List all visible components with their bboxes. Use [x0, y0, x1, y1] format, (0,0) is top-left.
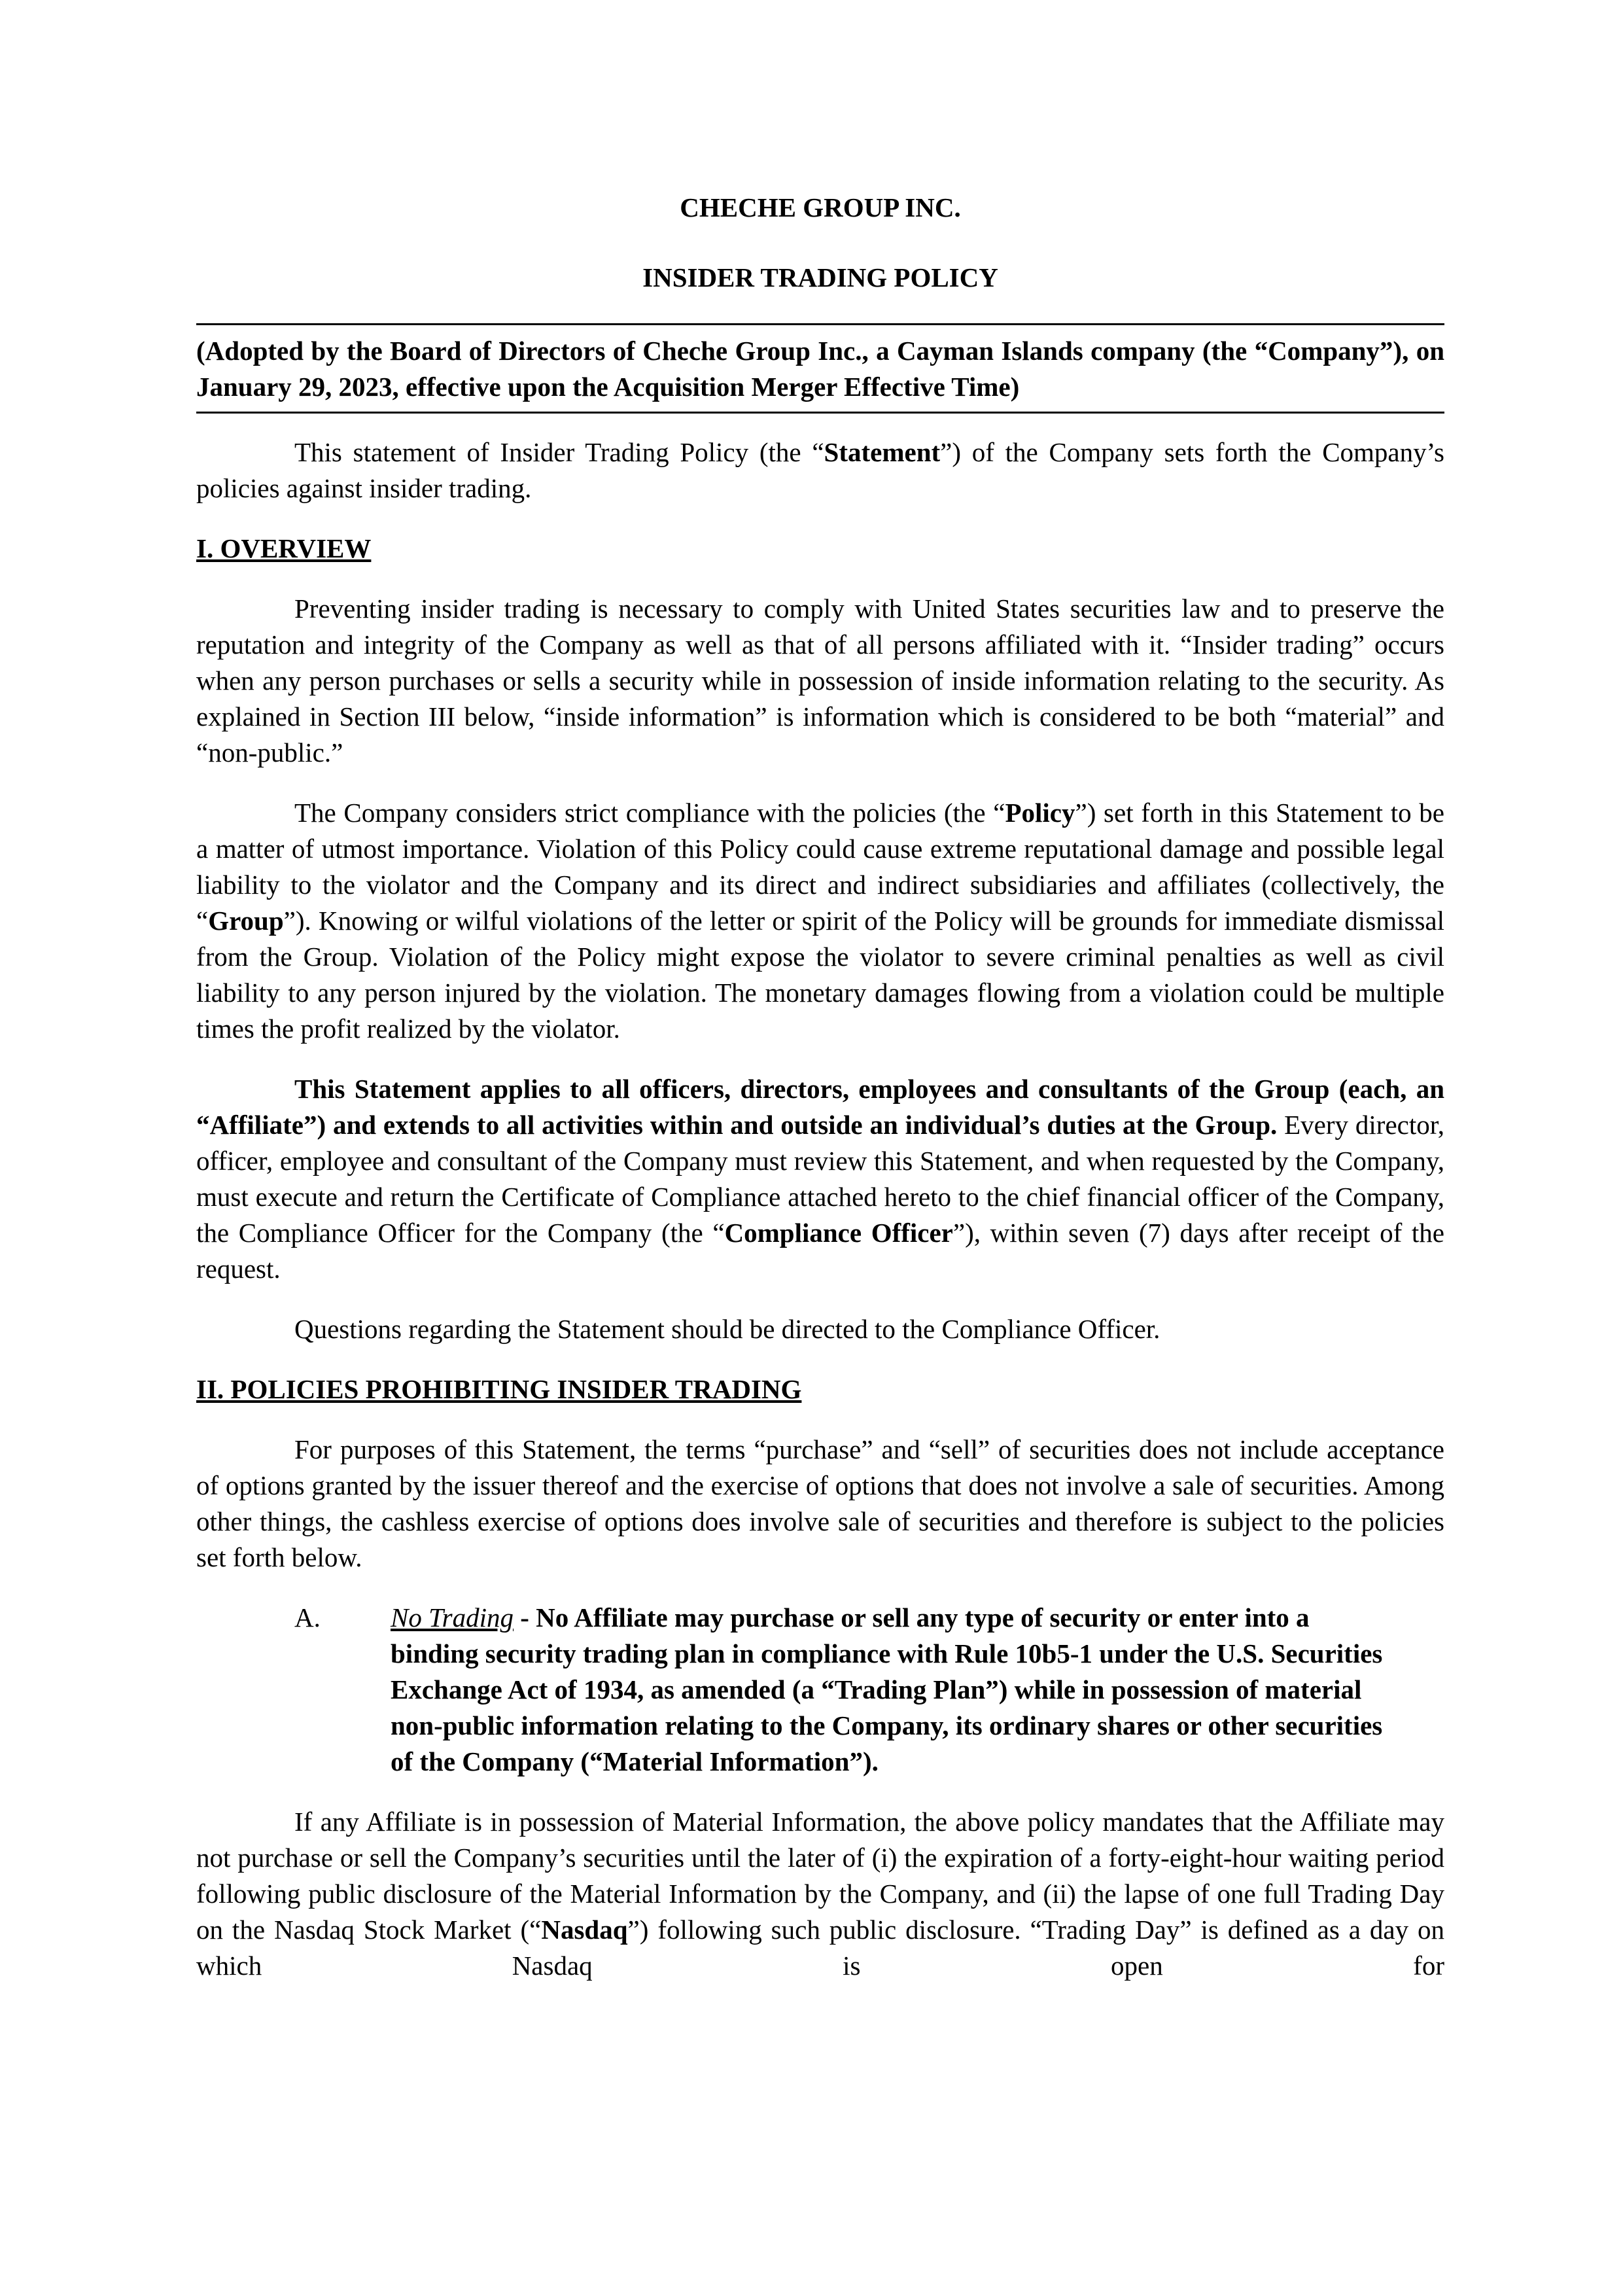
item-title: No Trading [391, 1602, 514, 1633]
company-name: CHECHE GROUP INC. [680, 192, 961, 222]
overview-paragraph-4: Questions regarding the Statement should be directed to the Compliance Officer. [294, 1314, 1161, 1344]
overview-paragraph-2: The Company considers strict compliance with the policies (the “Policy”) set forth in this Statement to be a matter of utmost importance. Violation of this Policy could cause extreme reputational damage and possible legal liability to the violator and the Company and its direct and indirect subsidiaries and affiliates (collectively, the “Group”). Knowing or wilful violations of the letter or spirit of the Policy will be grounds for immediate dismissal from the Group. Violation of the Policy might expose the violator to severe criminal penalties as well as civil liability to any person injured by the violation. The monetary damages flowing from a violation could be multiple times the profit realized by the violator. [196, 798, 1444, 1044]
adoption-note: (Adopted by the Board of Directors of Cheche Group Inc., a Cayman Islands company (the “Company”), on January 29, 2023, effective upon the Acquisition Merger Effective Time) [196, 336, 1444, 402]
section-overview-heading: I. OVERVIEW [196, 533, 372, 563]
intro-paragraph: This statement of Insider Trading Policy (the “Statement”) of the Company sets forth the Company’s policies against insider trading. [196, 437, 1444, 503]
policies-paragraph-1: For purposes of this Statement, the terms “purchase” and “sell” of securities does not include acceptance of options granted by the issuer thereof and the exercise of options that does not involve a sale of securities. Among other things, the cashless exercise of options does involve sale of securities and therefore is subject to the policies set forth below. [196, 1434, 1444, 1572]
section-policies-heading: II. POLICIES PROHIBITING INSIDER TRADING [196, 1374, 802, 1404]
policies-paragraph-2: If any Affiliate is in possession of Material Information, the above policy mandates that the Affiliate may not purchase or sell the Company’s securities until the later of (i) the expiration of a forty-eight-hour waiting period following public disclosure of the Material Information by the Company, and (ii) the lapse of one full Trading Day on the Nasdaq Stock Market (“Nasdaq”) following such public disclosure. “Trading Day” is defined as a day on which Nasdaq is open for [196, 1807, 1445, 1981]
document-page [196, 190, 1444, 1984]
item-body: No Trading - No Affiliate may purchase or sell any type of security or enter into a binding security trading plan in compliance with Rule 10b5-1 under the U.S. Securities Exchange Act of 1934, as amended (a “Trading Plan”) while in possession of material non-public information relating to the Company, its ordinary shares or other securities of the Company (“Material Information”). [391, 1602, 1383, 1776]
overview-paragraph-1: Preventing insider trading is necessary to comply with United States securities law and to preserve the reputation and integrity of the Company as well as that of all persons affiliated with it. “Insider trading” occurs when any person purchases or sells a security while in possession of inside information relating to the security. As explained in Section III below, “inside information” is information which is considered to be both “material” and “non-public.” [196, 593, 1444, 768]
document-title: INSIDER TRADING POLICY [642, 262, 998, 292]
top-rule [196, 323, 1444, 325]
policy-item-a [294, 1600, 1444, 1780]
bottom-rule [196, 412, 1444, 414]
item-label: A. [294, 1602, 321, 1633]
overview-paragraph-3: This Statement applies to all officers, directors, employees and consultants of the Group (each, an “Affiliate”) and extends to all activities within and outside an individual’s duties at the Group. Every director, officer, employee and consultant of the Company must review this Statement, and when requested by the Company, must execute and return the Certificate of Compliance attached hereto to the chief financial officer of the Company, the Compliance Officer for the Company (the “Compliance Officer”), within seven (7) days after receipt of the request. [196, 1074, 1444, 1284]
